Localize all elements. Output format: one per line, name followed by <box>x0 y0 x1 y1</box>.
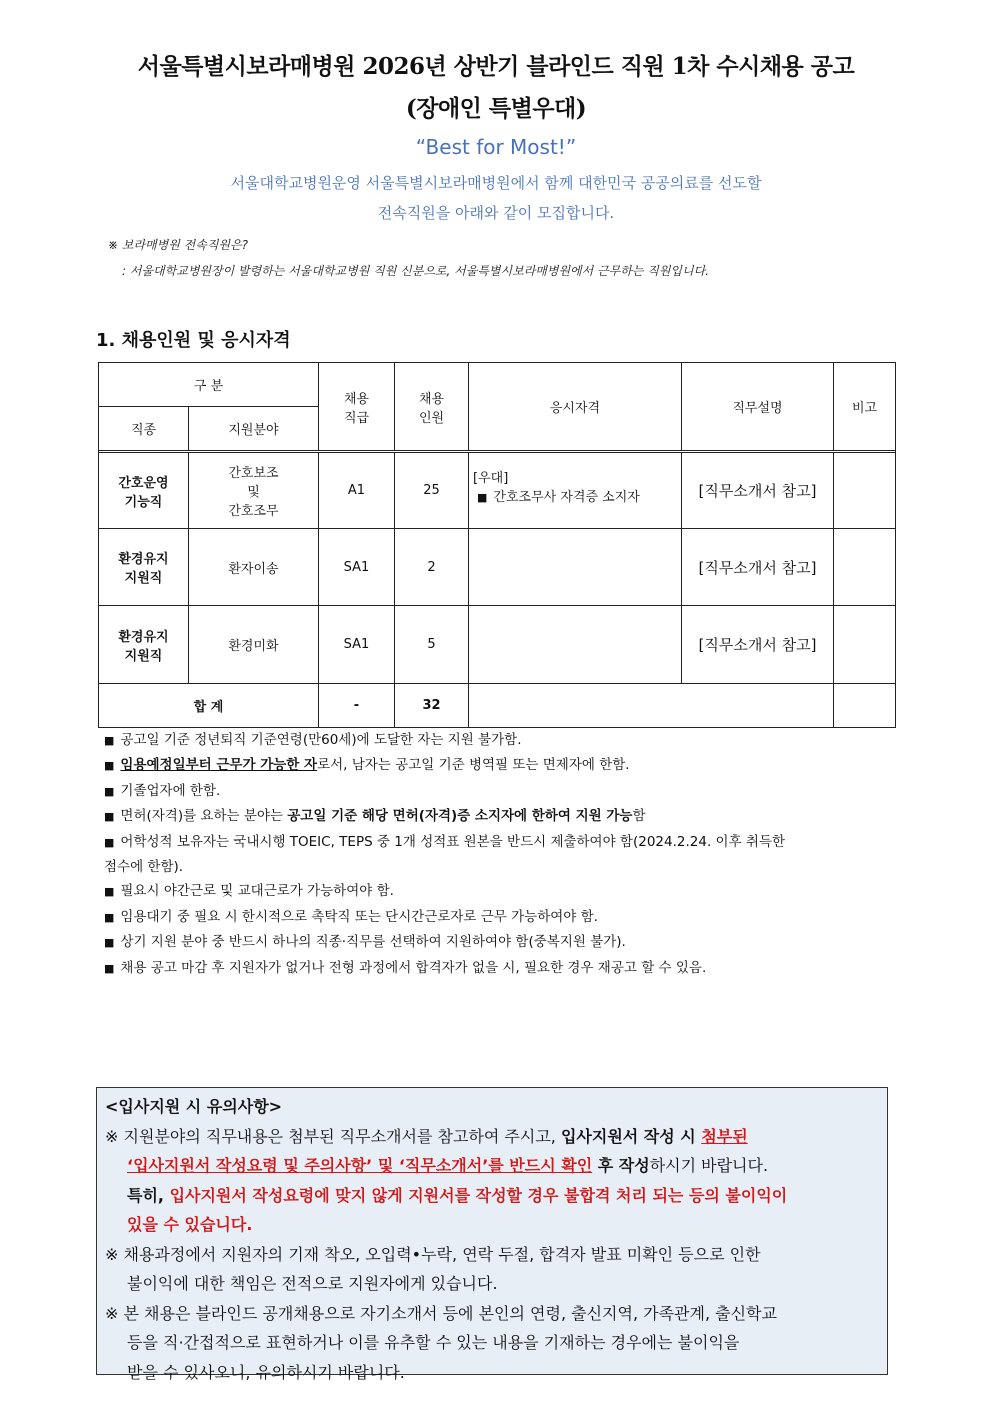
section-title: 1. 채용인원 및 응시자격 <box>96 330 291 351</box>
remarks-cell <box>834 606 896 684</box>
job-type-cell: 환경유지 지원직 <box>99 529 189 606</box>
intro-line-1: 서울대학교병원운영 서울특별시보라매병원에서 함께 대한민국 공공의료를 선도할 <box>230 174 762 192</box>
total-label: 합 계 <box>99 684 319 728</box>
count-cell: 5 <box>395 606 469 684</box>
description-cell: [직무소개서 참고] <box>682 606 834 684</box>
job-type-cell: 환경유지 지원직 <box>99 606 189 684</box>
notice-para-3: ※ 본 채용은 블라인드 공개채용으로 자기소개서 등에 본인의 연령, 출신지역, 가족관계, 출신학교 등을 직·간접적으로 표현하거나 이를 유추할 수 있는 내용을 기재하는 경우에는 불이익을 받을 수 있사오니, 유의하시기 바랍니다. <box>105 1303 777 1382</box>
grade-cell: SA1 <box>319 529 395 606</box>
notice-para-1: ※ 지원분야의 직무내용은 첨부된 직무소개서를 참고하여 주시고, 입사지원서 작성 시 첨부된 <box>105 1126 748 1146</box>
notice-box <box>96 1087 888 1382</box>
note-answer: : 서울대학교병원장이 발령하는 서울대학교병원 직원 신분으로, 서울특별시보라매병원에서 근무하는 직원입니다. <box>122 264 710 278</box>
header-remarks: 비고 <box>834 363 896 451</box>
total-grade: - <box>319 684 395 728</box>
field-cell: 환자이송 <box>189 529 319 606</box>
list-item: ■ 면허(자격)를 요하는 분야는 공고일 기준 해당 면허(자격)증 소지자에 한하여 지원 가능함 <box>104 808 646 825</box>
remarks-cell <box>834 453 896 529</box>
header-job-type: 직종 <box>99 407 189 451</box>
recruitment-table <box>98 362 896 728</box>
table-row <box>99 529 896 606</box>
list-item: ■ 필요시 야간근로 및 교대근로가 가능하여야 함. <box>104 883 394 900</box>
header-grade: 채용 직급 <box>319 363 395 451</box>
intro-line-2: 전속직원을 아래와 같이 모집합니다. <box>377 204 615 222</box>
field-cell: 간호보조 및 간호조무 <box>189 453 319 529</box>
qualification-cell <box>469 606 682 684</box>
slogan: “Best for Most!” <box>415 135 577 159</box>
count-cell: 2 <box>395 529 469 606</box>
count-cell: 25 <box>395 453 469 529</box>
total-count: 32 <box>395 684 469 728</box>
list-item: ■ 상기 지원 분야 중 반드시 하나의 직종·직무를 선택하여 지원하여야 함(중복지원 불가). <box>104 934 626 951</box>
grade-cell: SA1 <box>319 606 395 684</box>
table-row <box>99 606 896 684</box>
total-remarks <box>834 684 896 728</box>
list-item: ■ 기졸업자에 한함. <box>104 782 221 799</box>
grade-cell: A1 <box>319 453 395 529</box>
notice-para-2: ※ 채용과정에서 지원자의 기재 착오, 오입력•누락, 연락 두절, 합격자 발표 미확인 등으로 인한 불이익에 대한 책임은 전적으로 지원자에게 있습니다. <box>105 1244 761 1293</box>
header-count: 채용 인원 <box>395 363 469 451</box>
page-title: 서울특별시보라매병원 2026년 상반기 블라인드 직원 1차 수시채용 공고 <box>137 53 855 80</box>
description-cell: [직무소개서 참고] <box>682 453 834 529</box>
field-cell: 환경미화 <box>189 606 319 684</box>
notice-title: <입사지원 시 유의사항> <box>105 1097 283 1116</box>
header-qualification: 응시자격 <box>469 363 682 451</box>
conditions-list <box>104 728 894 981</box>
list-item: ■ 채용 공고 마감 후 지원자가 없거나 전형 과정에서 합격자가 없을 시, 필요한 경우 재공고 할 수 있음. <box>104 959 707 976</box>
header-description: 직무설명 <box>682 363 834 451</box>
header-category: 구 분 <box>99 363 319 407</box>
list-item: ■ 임용대기 중 필요 시 한시적으로 촉탁직 또는 단시간근로자로 근무 가능하여야 함. <box>104 908 598 925</box>
header-field: 지원분야 <box>189 407 319 451</box>
qualification-cell: [우대] ■ 간호조무사 자격증 소지자 <box>469 453 682 529</box>
total-empty <box>469 684 834 728</box>
page-subtitle: (장애인 특별우대) <box>405 95 587 122</box>
list-item: ■ 공고일 기준 정년퇴직 기준연령(만60세)에 도달한 자는 지원 불가함. <box>104 732 522 748</box>
list-item: ■ 임용예정일부터 근무가 가능한 자로서, 남자는 공고일 기준 병역필 또는 면제자에 한함. <box>104 757 630 774</box>
table-row <box>99 453 896 529</box>
notice-para-1-cont: ‘입사지원서 작성요령 및 주의사항’ 및 ‘직무소개서’를 반드시 확인 후 작성하시기 바랍니다. <box>127 1156 769 1175</box>
note-question: ※ 보라매병원 전속직원은? <box>108 238 248 252</box>
job-type-cell: 간호운영 기능직 <box>99 453 189 529</box>
list-item: ■ 어학성적 보유자는 국내시행 TOEIC, TEPS 중 1개 성적표 원본을 반드시 제출하여야 함(2024.2.24. 이후 취득한 점수에 한함). <box>104 833 786 876</box>
total-row <box>99 684 896 728</box>
qualification-cell <box>469 529 682 606</box>
description-cell: [직무소개서 참고] <box>682 529 834 606</box>
remarks-cell <box>834 529 896 606</box>
notice-para-1-warning: 특히, 입사지원서 작성요령에 맞지 않게 지원서를 작성할 경우 불합격 처리 되는 등의 불이익이 있을 수 있습니다. <box>127 1185 788 1234</box>
